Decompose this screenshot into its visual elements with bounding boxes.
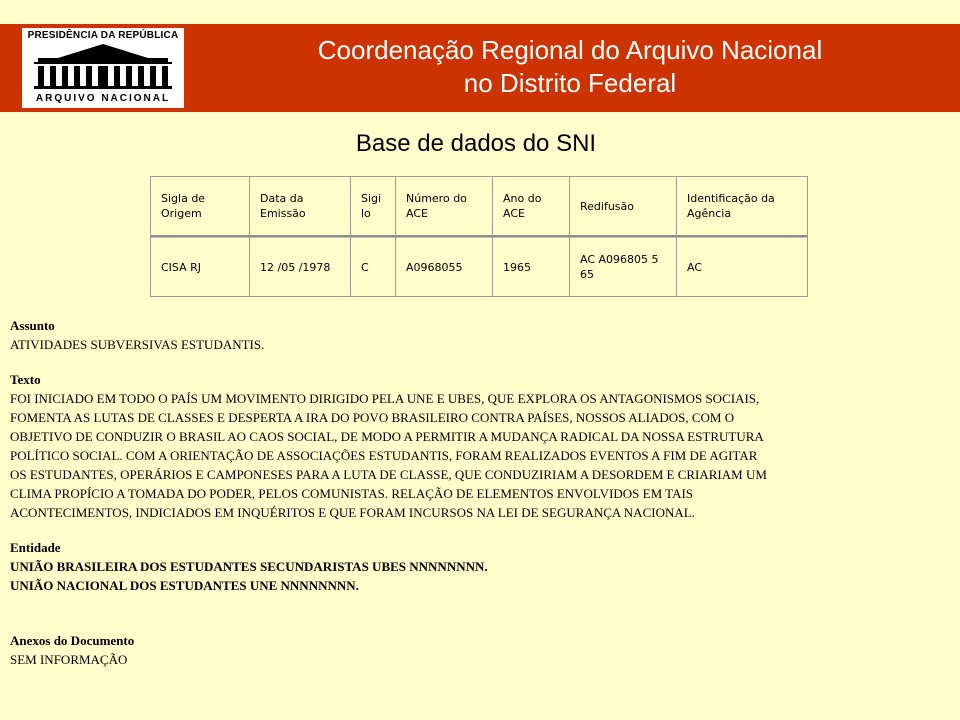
table-row [151, 237, 807, 296]
arquivo-nacional-logo [22, 28, 184, 108]
header-sigilo: Sigi lo [351, 177, 396, 237]
texto-line: ACONTECIMENTOS, INDICIADOS EM INQUÉRITOS E QUE FORAM INCURSOS NA LEI DE SEGURANÇA NACIONAL. [10, 505, 695, 520]
banner-title [240, 34, 900, 100]
header-sigla-origem: Sigla de Origem [151, 177, 250, 237]
cell-redifusao: AC A096805 5 65 [570, 237, 677, 296]
texto-line: OBJETIVO DE CONDUZIR O BRASIL AO CAOS SOCIAL, DE MODO A PERMITIR A MUDANÇA RADICAL DA NOSSA ESTRUTURA [10, 429, 764, 444]
texto-line: FOI INICIADO EM TODO O PAÍS UM MOVIMENTO DIRIGIDO PELA UNE E UBES, QUE EXPLORA OS ANTAGONISMOS SOCIAIS, [10, 391, 760, 406]
header-identificacao-agencia: Identificação da Agência [677, 177, 807, 237]
cell-identificacao-agencia: AC [677, 237, 807, 296]
texto-line: OS ESTUDANTES, OPERÁRIOS E CAMPONESES PARA A LUTA DE CLASSE, QUE CONDUZIRIAM A DESORDEM E CRIARIAM UM [10, 467, 767, 482]
header-data-emissao: Data da Emissão [250, 177, 351, 237]
assunto-value: ATIVIDADES SUBVERSIVAS ESTUDANTIS. [10, 337, 265, 352]
texto-label: Texto [10, 372, 41, 387]
building-icon [28, 42, 178, 92]
cell-numero-ace: A0968055 [396, 237, 493, 296]
logo-top-text: PRESIDÊNCIA DA REPÚBLICA [27, 30, 179, 41]
header-redifusao: Redifusão [570, 177, 677, 237]
texto-line: CLIMA PROPÍCIO A TOMADA DO PODER, PELOS COMUNISTAS. RELAÇÃO DE ELEMENTOS ENVOLVIDOS EM TAIS [10, 486, 694, 501]
header-numero-ace: Número do ACE [396, 177, 493, 237]
page-title: Base de dados do SNI [355, 130, 597, 157]
document-content [10, 316, 955, 669]
header-banner [0, 24, 960, 112]
entidade-line: UNIÃO NACIONAL DOS ESTUDANTES UNE NNNNNNNN. [10, 578, 359, 593]
anexos-value: SEM INFORMAÇÃO [10, 652, 128, 667]
cell-sigilo: C [351, 237, 396, 296]
texto-line: FOMENTA AS LUTAS DE CLASSES E DESPERTA A IRA DO POVO BRASILEIRO CONTRA PAÍSES, NOSSOS ALIADOS, COM O [10, 410, 735, 425]
anexos-label: Anexos do Documento [10, 633, 135, 648]
cell-data-emissao: 12 /05 /1978 [250, 237, 351, 296]
cell-ano-ace: 1965 [493, 237, 570, 296]
entidade-line: UNIÃO BRASILEIRA DOS ESTUDANTES SECUNDARISTAS UBES NNNNNNNN. [10, 559, 488, 574]
banner-title-line1: Coordenação Regional do Arquivo Nacional [317, 35, 823, 65]
logo-bottom-text: ARQUIVO NACIONAL [35, 93, 171, 104]
banner-title-line2: no Distrito Federal [463, 68, 677, 98]
table-header-row [151, 177, 807, 237]
header-ano-ace: Ano do ACE [493, 177, 570, 237]
entidade-label: Entidade [10, 540, 61, 555]
texto-line: POLÍTICO SOCIAL. COM A ORIENTAÇÃO DE ASSOCIAÇÕES ESTUDANTIS, FORAM REALIZADOS EVENTOS A FIM DE AGITAR [10, 448, 758, 463]
cell-sigla-origem: CISA RJ [151, 237, 250, 296]
assunto-label: Assunto [10, 318, 55, 333]
metadata-table [150, 176, 808, 297]
